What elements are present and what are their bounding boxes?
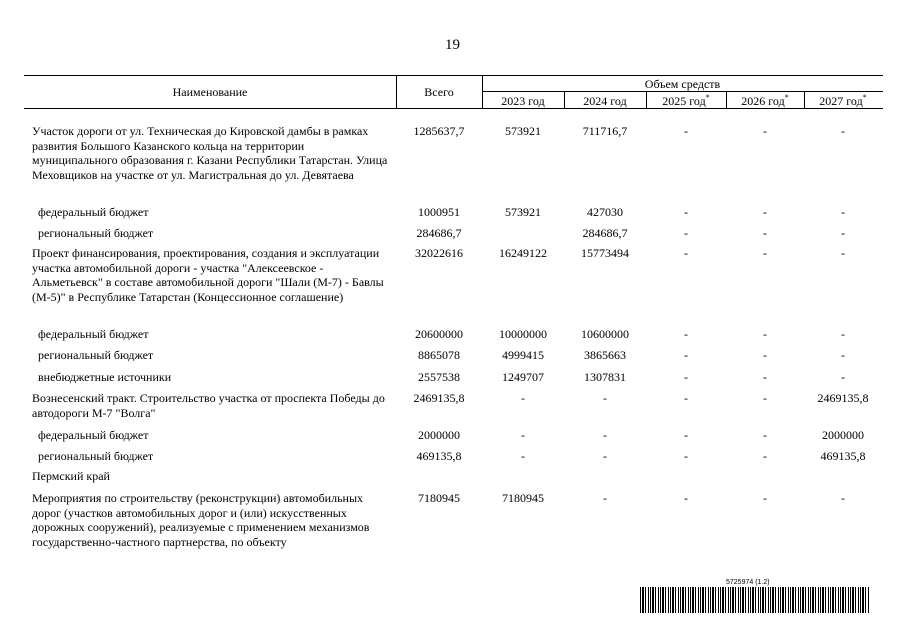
table-row-name: федеральный бюджет (38, 205, 149, 219)
cell-total: 469135,8 (416, 449, 462, 463)
table-row-name: Проект финансирования, проектирования, создания и эксплуатации участка автомобильной дороги - участка "Алексеевское - Альметьевск" в составе автомобильной дороги "Шали (М-7) - Бавлы (М-5)" в Республике Татарстан (Концессионное соглашение) (32, 246, 384, 304)
cell-2025: - (684, 124, 688, 138)
cell-2025: - (684, 449, 688, 463)
cell-2023: - (521, 449, 525, 463)
cell-2027: - (841, 124, 845, 138)
cell-2024: 284686,7 (582, 226, 628, 240)
cell-2025: - (684, 226, 688, 240)
document-stamp-code: 5725974 (1.2) (726, 579, 770, 586)
cell-2024: 15773494 (581, 246, 629, 260)
cell-2024: - (603, 428, 607, 442)
cell-2027: 2469135,8 (817, 391, 869, 405)
cell-2023: 573921 (505, 124, 541, 138)
header-year-2024: 2024 год (583, 94, 627, 108)
cell-2027: - (841, 205, 845, 219)
header-year-2025: 2025 год* (662, 93, 710, 108)
header-funds-volume: Объем средств (644, 77, 721, 91)
cell-2026: - (763, 327, 767, 341)
cell-2023: 1249707 (502, 370, 544, 384)
header-year-2027: 2027 год* (819, 93, 867, 108)
footnote-mark: * (784, 93, 789, 102)
header-bottom-border (24, 108, 883, 109)
cell-2026: - (763, 348, 767, 362)
cell-2027: - (841, 370, 845, 384)
table-row-name: Участок дороги от ул. Техническая до Кировской дамбы в рамках развития Большого Казанского кольца на территории муниципального образования г. Казани Республики Татарстан. Улица Меховщиков на участке от ул. Магистральная до ул. Девятаева (32, 124, 388, 182)
header-year-2023: 2023 год (501, 94, 545, 108)
cell-2027: - (841, 246, 845, 260)
cell-2027: 469135,8 (820, 449, 866, 463)
cell-total: 2557538 (418, 370, 460, 384)
cell-2023: 4999415 (502, 348, 544, 362)
header-name: Наименование (172, 85, 248, 99)
footnote-mark: * (862, 93, 867, 102)
cell-2027: 2000000 (822, 428, 864, 442)
table-row-name: Пермский край (32, 469, 110, 483)
cell-2023: 10000000 (499, 327, 547, 341)
cell-2027: - (841, 226, 845, 240)
barcode (640, 587, 870, 613)
cell-2026: - (763, 391, 767, 405)
cell-2024: 427030 (587, 205, 623, 219)
cell-total: 284686,7 (416, 226, 462, 240)
table-row-name: региональный бюджет (38, 226, 154, 240)
table-row-name: федеральный бюджет (38, 327, 149, 341)
table-top-border (24, 75, 883, 76)
cell-total: 1000951 (418, 205, 460, 219)
footnote-mark: * (705, 93, 710, 102)
table-row-name: внебюджетные источники (38, 370, 172, 384)
cell-2027: - (841, 327, 845, 341)
cell-2026: - (763, 491, 767, 505)
cell-2024: 3865663 (584, 348, 626, 362)
cell-2025: - (684, 205, 688, 219)
cell-2026: - (763, 449, 767, 463)
cell-2026: - (763, 226, 767, 240)
cell-2023: - (521, 428, 525, 442)
cell-2025: - (684, 246, 688, 260)
cell-2026: - (763, 428, 767, 442)
cell-2027: - (841, 348, 845, 362)
page-number: 19 (445, 37, 460, 53)
header-total: Всего (424, 85, 454, 99)
cell-2024: - (603, 491, 607, 505)
cell-2025: - (684, 327, 688, 341)
cell-2025: - (684, 391, 688, 405)
cell-2026: - (763, 205, 767, 219)
cell-2025: - (684, 491, 688, 505)
table-row-name: Вознесенский тракт. Строительство участка от проспекта Победы до автодороги М-7 "Волга" (32, 391, 385, 420)
table-row-name: Мероприятия по строительству (реконструкции) автомобильных дорог (участков автомобильных дорог и (или) искусственных дорожных сооружений), реализуемые с применением механизмов государственно-частного партнерства, по объекту (32, 491, 370, 549)
cell-2025: - (684, 428, 688, 442)
cell-2024: 1307831 (584, 370, 626, 384)
cell-2024: 711716,7 (582, 124, 628, 138)
cell-2023: - (521, 391, 525, 405)
cell-total: 2000000 (418, 428, 460, 442)
cell-2024: 10600000 (581, 327, 629, 341)
cell-2025: - (684, 348, 688, 362)
cell-2027: - (841, 491, 845, 505)
cell-2026: - (763, 124, 767, 138)
cell-2023: 16249122 (499, 246, 547, 260)
header-year-2026: 2026 год* (741, 93, 789, 108)
cell-total: 32022616 (415, 246, 463, 260)
header-year-divider (482, 91, 883, 92)
cell-total: 8865078 (418, 348, 460, 362)
cell-2026: - (763, 246, 767, 260)
cell-total: 1285637,7 (413, 124, 465, 138)
cell-2026: - (763, 370, 767, 384)
cell-2023: 7180945 (502, 491, 544, 505)
cell-2024: - (603, 391, 607, 405)
cell-total: 2469135,8 (413, 391, 465, 405)
cell-2023: 573921 (505, 205, 541, 219)
cell-2025: - (684, 370, 688, 384)
cell-2024: - (603, 449, 607, 463)
cell-total: 20600000 (415, 327, 463, 341)
cell-total: 7180945 (418, 491, 460, 505)
table-row-name: региональный бюджет (38, 348, 154, 362)
table-row-name: федеральный бюджет (38, 428, 149, 442)
table-row-name: региональный бюджет (38, 449, 154, 463)
